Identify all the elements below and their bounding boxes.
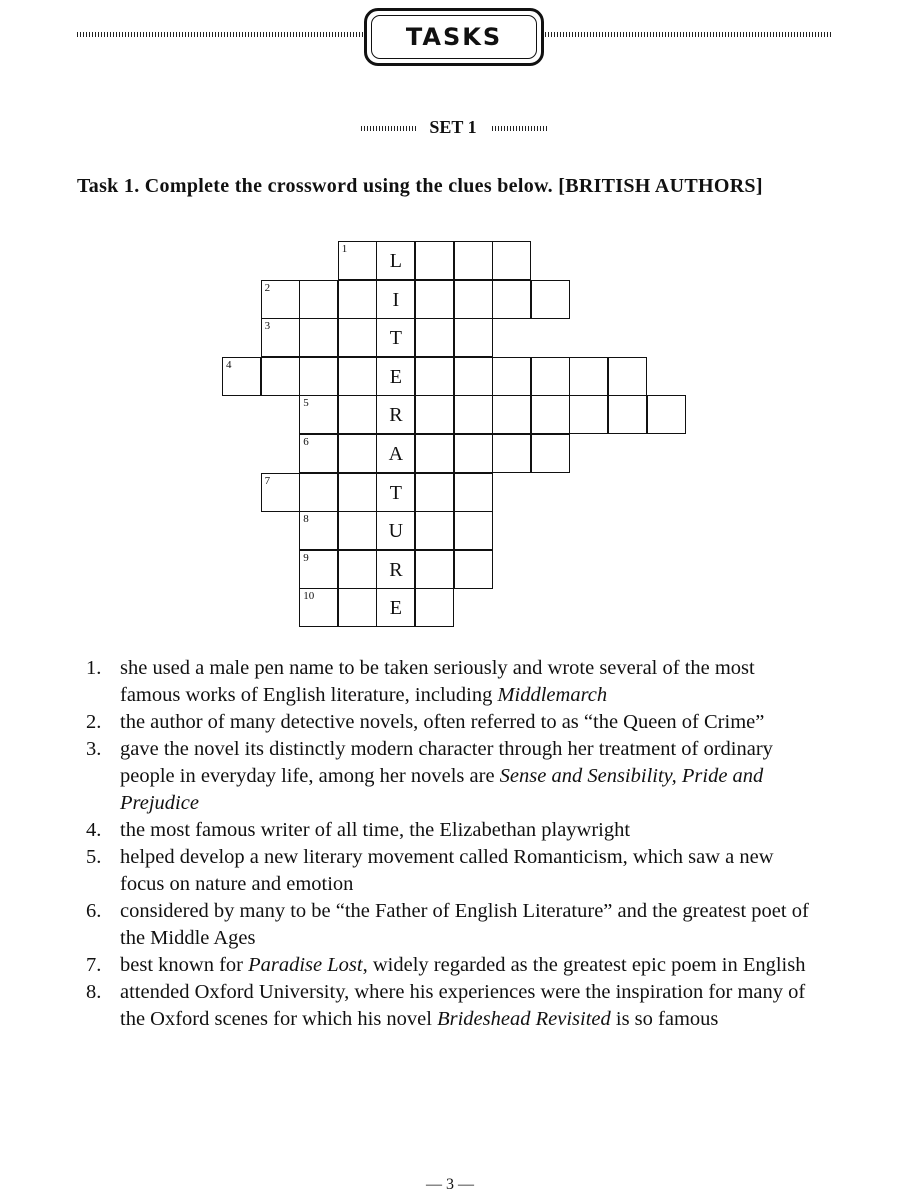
crossword-cell[interactable] bbox=[608, 357, 647, 396]
crossword-cell[interactable] bbox=[608, 395, 647, 434]
key-letter: R bbox=[389, 558, 403, 581]
key-letter: U bbox=[388, 520, 404, 543]
clue-item-number: 6. bbox=[86, 900, 102, 922]
key-letter: L bbox=[389, 250, 402, 272]
clue-number: 10 bbox=[303, 590, 315, 603]
clue-item bbox=[80, 817, 820, 844]
crossword-cell[interactable] bbox=[261, 473, 300, 512]
crossword-cell[interactable] bbox=[338, 280, 377, 319]
clue-item-number: 4. bbox=[86, 819, 102, 841]
clue-number: 4 bbox=[226, 358, 232, 371]
crossword-cell[interactable] bbox=[415, 434, 454, 473]
clue-item bbox=[80, 736, 820, 817]
clue-number: 9 bbox=[303, 551, 309, 564]
crossword-cell[interactable] bbox=[647, 395, 686, 434]
key-letter: A bbox=[388, 443, 404, 465]
crossword-cell[interactable] bbox=[415, 511, 454, 550]
key-letter: T bbox=[389, 327, 402, 350]
crossword-cell[interactable] bbox=[376, 357, 415, 396]
crossword-cell[interactable] bbox=[376, 588, 415, 627]
crossword-cell[interactable] bbox=[338, 550, 377, 589]
crossword-cell[interactable] bbox=[299, 473, 338, 512]
clue-text: considered by many to be “the Father of English Literature” and the greatest poet of the Middle Ages bbox=[120, 900, 809, 949]
crossword-cell[interactable] bbox=[415, 280, 454, 319]
crossword-cell[interactable] bbox=[299, 434, 338, 473]
clue-item-number: 7. bbox=[86, 954, 102, 976]
crossword-cell[interactable] bbox=[454, 550, 493, 589]
crossword-cell[interactable] bbox=[415, 241, 454, 280]
clue-item-number: 1. bbox=[86, 657, 102, 679]
key-letter: T bbox=[389, 481, 402, 504]
clue-text: , widely regarded as the greatest epic poem in English bbox=[362, 954, 806, 976]
crossword-cell[interactable] bbox=[454, 511, 493, 550]
crossword-cell[interactable] bbox=[376, 318, 415, 357]
crossword-cell[interactable] bbox=[299, 395, 338, 434]
crossword-cell[interactable] bbox=[376, 550, 415, 589]
key-letter: E bbox=[389, 365, 402, 388]
crossword-cell[interactable] bbox=[531, 434, 570, 473]
crossword-cell[interactable] bbox=[454, 434, 493, 473]
header-rule-left bbox=[77, 32, 364, 37]
clue-item-number: 2. bbox=[86, 711, 102, 733]
crossword-cell[interactable] bbox=[492, 280, 531, 319]
crossword-cell[interactable] bbox=[338, 241, 377, 280]
crossword-cell[interactable] bbox=[569, 357, 608, 396]
crossword-cell[interactable] bbox=[492, 357, 531, 396]
clue-item bbox=[80, 655, 820, 709]
crossword-cell[interactable] bbox=[376, 511, 415, 550]
clue-number: 8 bbox=[303, 513, 309, 526]
crossword-cell[interactable] bbox=[299, 280, 338, 319]
crossword-cell[interactable] bbox=[415, 318, 454, 357]
set-rule-left bbox=[361, 126, 416, 131]
crossword-cell[interactable] bbox=[531, 357, 570, 396]
clue-text: she used a male pen name to be taken seriously and wrote several of the most famous works of English literature, including bbox=[120, 657, 755, 706]
crossword-cell[interactable] bbox=[261, 318, 300, 357]
task-heading: Task 1. Complete the crossword using the clues below. [BRITISH AUTHORS] bbox=[77, 175, 763, 197]
tasks-title: TASKS bbox=[371, 15, 537, 59]
crossword-cell[interactable] bbox=[492, 434, 531, 473]
crossword-cell[interactable] bbox=[454, 280, 493, 319]
clue-item bbox=[80, 844, 820, 898]
clue-title-text: Paradise Lost bbox=[248, 954, 363, 976]
clue-item-number: 8. bbox=[86, 981, 102, 1003]
clue-text: is so famous bbox=[610, 1008, 719, 1030]
crossword-cell[interactable] bbox=[454, 473, 493, 512]
key-letter: E bbox=[389, 597, 402, 620]
tasks-title-box bbox=[364, 8, 544, 66]
crossword-cell[interactable] bbox=[376, 473, 415, 512]
crossword-cell[interactable] bbox=[299, 550, 338, 589]
crossword-cell[interactable] bbox=[338, 395, 377, 434]
crossword-cell[interactable] bbox=[299, 357, 338, 396]
crossword-cell[interactable] bbox=[261, 280, 300, 319]
key-letter: I bbox=[392, 288, 400, 311]
clue-item bbox=[80, 952, 820, 979]
crossword-cell[interactable] bbox=[299, 318, 338, 357]
clue-text: helped develop a new literary movement called Romanticism, which saw a new focus on nature and emotion bbox=[120, 846, 774, 895]
crossword-cell[interactable] bbox=[454, 395, 493, 434]
crossword-cell[interactable] bbox=[222, 357, 261, 396]
crossword-cell[interactable] bbox=[415, 550, 454, 589]
crossword-cell[interactable] bbox=[338, 318, 377, 357]
clue-title-text: Middlemarch bbox=[497, 684, 608, 706]
crossword-cell[interactable] bbox=[454, 241, 493, 280]
crossword-cell[interactable] bbox=[415, 395, 454, 434]
crossword-cell[interactable] bbox=[531, 280, 570, 319]
crossword-cell[interactable] bbox=[299, 588, 338, 627]
crossword-cell[interactable] bbox=[376, 280, 415, 319]
crossword-cell[interactable] bbox=[338, 434, 377, 473]
clue-number: 2 bbox=[264, 281, 271, 294]
crossword-cell[interactable] bbox=[338, 588, 377, 627]
crossword-cell[interactable] bbox=[531, 395, 570, 434]
clue-text: the author of many detective novels, often referred to as “the Queen of Crime” bbox=[120, 711, 765, 733]
clue-title-text: Sense and Sensibility, Pride and Prejudice bbox=[120, 765, 764, 814]
clue-number: 3 bbox=[264, 320, 271, 333]
set-rule-right bbox=[492, 126, 547, 131]
crossword-cell[interactable] bbox=[261, 357, 300, 396]
crossword-cell[interactable] bbox=[492, 241, 531, 280]
crossword-cell[interactable] bbox=[454, 357, 493, 396]
crossword-cell[interactable] bbox=[415, 357, 454, 396]
clue-text: attended Oxford University, where his experiences were the inspiration for many of the Oxford scenes for which his novel bbox=[120, 981, 806, 1030]
key-letter: R bbox=[389, 404, 403, 427]
crossword-cell[interactable] bbox=[376, 395, 415, 434]
crossword-cell[interactable] bbox=[376, 434, 415, 473]
clue-number: 6 bbox=[303, 436, 309, 448]
crossword-cell[interactable] bbox=[415, 588, 454, 627]
header-rule-right bbox=[545, 32, 832, 37]
clue-item bbox=[80, 709, 820, 736]
clue-text: the most famous writer of all time, the Elizabethan playwright bbox=[120, 819, 631, 841]
page-number: — 3 — bbox=[426, 1176, 474, 1193]
crossword-cell[interactable] bbox=[415, 473, 454, 512]
clue-item-number: 3. bbox=[86, 738, 102, 760]
crossword-cell[interactable] bbox=[338, 473, 377, 512]
clue-item-number: 5. bbox=[86, 846, 102, 868]
clue-number: 7 bbox=[264, 474, 271, 487]
clue-item bbox=[80, 898, 820, 952]
crossword-cell[interactable] bbox=[454, 318, 493, 357]
clue-text: gave the novel its distinctly modern character through her treatment of ordinary people in everyday life, among her novels are bbox=[120, 738, 773, 787]
crossword-cell[interactable] bbox=[376, 241, 415, 280]
clue-title-text: Brideshead Revisited bbox=[437, 1008, 611, 1030]
crossword-cell[interactable] bbox=[338, 357, 377, 396]
crossword-cell[interactable] bbox=[492, 395, 531, 434]
crossword-cell[interactable] bbox=[569, 395, 608, 434]
clue-text: best known for bbox=[120, 954, 249, 976]
crossword-cell[interactable] bbox=[338, 511, 377, 550]
crossword-cell[interactable] bbox=[299, 511, 338, 550]
clue-item bbox=[80, 979, 820, 1033]
clue-list bbox=[80, 655, 820, 1033]
clue-number: 5 bbox=[303, 397, 309, 410]
clue-number: 1 bbox=[341, 243, 348, 255]
set-title: SET 1 bbox=[429, 117, 477, 137]
